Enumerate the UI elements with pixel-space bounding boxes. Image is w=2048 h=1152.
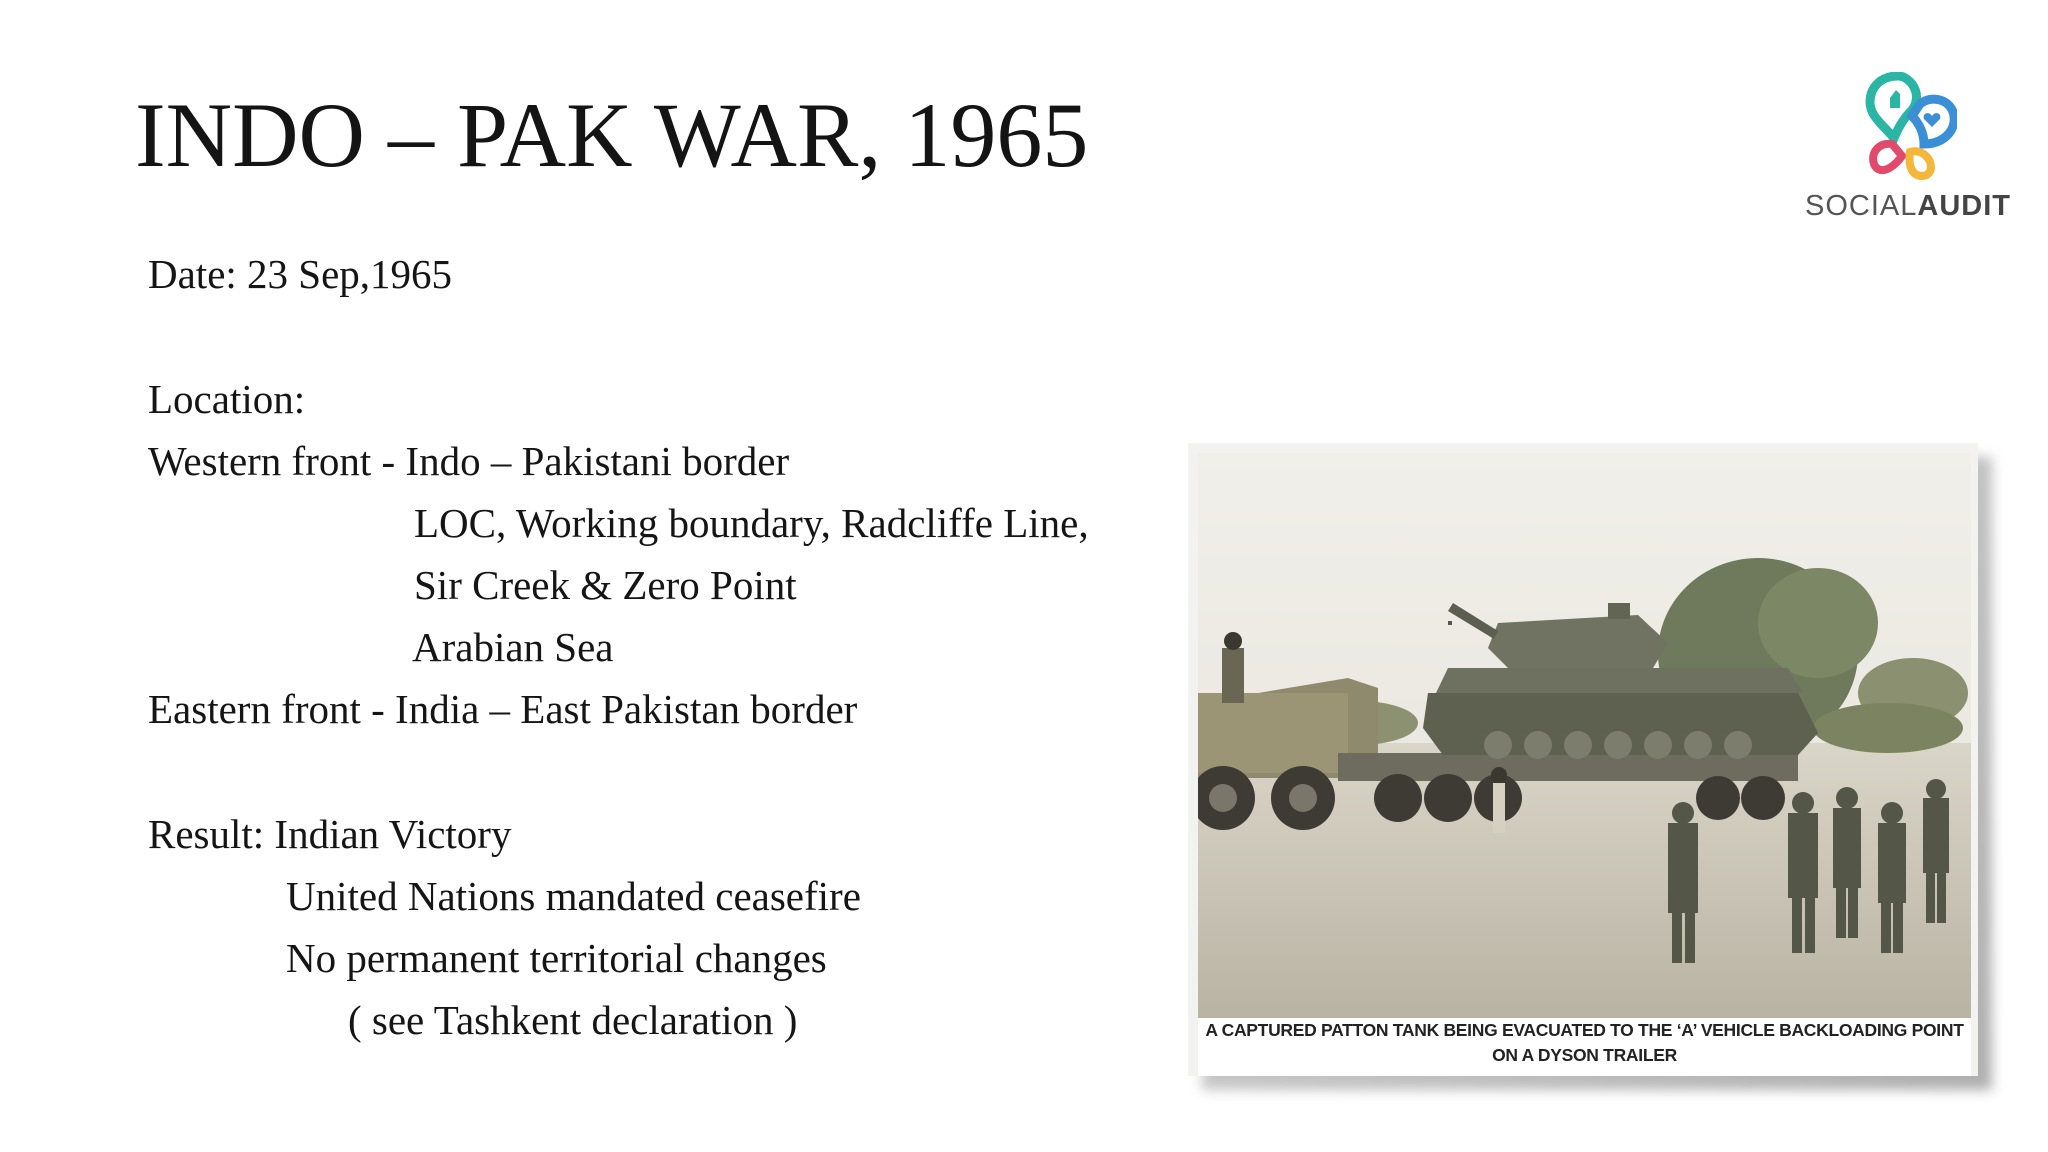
result-line-3: ( see Tashkent declaration ) [348, 997, 798, 1043]
caption-line-2: ON A DYSON TRAILER [1492, 1045, 1677, 1065]
eastern-front-line: Eastern front - India – East Pakistan border [148, 686, 858, 732]
caption-line-1: A CAPTURED PATTON TANK BEING EVACUATED TO THE ‘A’ VEHICLE BACKLOADING POINT [1205, 1020, 1964, 1040]
slide-title: INDO – PAK WAR, 1965 [135, 84, 1089, 186]
logo-text-light: SOCIAL [1805, 190, 1918, 222]
tank-photo [1198, 453, 1971, 1019]
logo-text-bold: AUDIT [1917, 190, 2011, 222]
photo-card [1188, 443, 1978, 1076]
location-label: Location: [148, 376, 306, 422]
result-line-1: United Nations mandated ceasefire [286, 873, 861, 919]
western-line-3: Arabian Sea [412, 624, 614, 670]
date-line: Date: 23 Sep,1965 [148, 251, 453, 297]
western-line-1: LOC, Working boundary, Radcliffe Line, [414, 500, 1089, 546]
result-line-2: No permanent territorial changes [286, 935, 827, 981]
logo-mark-icon [1862, 72, 1957, 182]
result-line: Result: Indian Victory [148, 811, 512, 857]
social-audit-logo [1800, 72, 2016, 232]
photo-caption [1198, 1018, 1971, 1076]
western-front-line: Western front - Indo – Pakistani border [148, 438, 790, 484]
photo-frame [1188, 443, 1978, 1076]
patton-tank-image [1198, 453, 1971, 1019]
western-line-2: Sir Creek & Zero Point [414, 562, 797, 608]
logo-wordmark [1800, 190, 2016, 223]
